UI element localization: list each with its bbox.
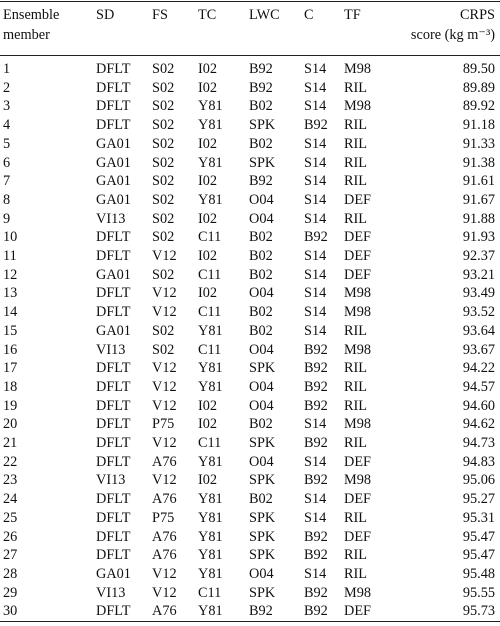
cell-lwc: SPK [249,472,276,489]
cell-sd: DFLT [96,304,131,321]
cell-member: 24 [3,491,18,508]
cell-tf: DEF [344,603,372,620]
cell-sd: DFLT [96,117,131,134]
cell-lwc: B02 [249,491,273,508]
cell-sd: DFLT [96,61,131,77]
cell-lwc: SPK [249,154,276,171]
cell-member: 9 [3,210,11,227]
cell-fs: V12 [152,397,177,414]
cell-tc: Y81 [198,98,223,115]
cell-fs: A76 [152,491,177,508]
cell-member: 30 [3,603,18,620]
cell-member: 15 [3,322,18,339]
cell-crps: 95.48 [462,565,495,582]
cell-member: 18 [3,378,18,395]
header-tc: TC [198,7,217,23]
cell-tf: DEF [344,528,372,545]
header-crps-line2: score (kg m⁻³) [410,27,495,43]
cell-fs: S02 [152,322,175,339]
cell-lwc: B92 [249,61,273,77]
cell-lwc: B02 [249,416,273,433]
cell-member: 1 [3,61,11,77]
cell-crps: 91.93 [462,229,495,246]
cell-crps: 94.57 [462,378,495,395]
cell-member: 28 [3,565,18,582]
cell-member: 12 [3,266,18,283]
cell-sd: DFLT [96,435,131,451]
cell-lwc: O04 [249,397,274,414]
cell-tc: I02 [198,472,218,489]
cell-tf: M98 [344,472,372,489]
cell-lwc: SPK [249,117,276,134]
cell-tf: RIL [344,509,368,526]
cell-fs: S02 [152,173,175,190]
cell-member: 11 [3,248,17,264]
cell-crps: 92.37 [462,248,495,264]
cell-fs: S02 [152,135,175,152]
cell-lwc: O04 [249,341,274,358]
cell-member: 29 [3,584,18,601]
header-lwc: LWC [249,7,280,23]
cell-lwc: O04 [249,565,274,582]
cell-c: B92 [304,603,328,620]
cell-lwc: B02 [249,98,273,115]
cell-crps: 95.73 [462,603,495,620]
cell-member: 6 [3,154,11,171]
cell-fs: P75 [152,416,175,433]
cell-crps: 91.61 [462,173,495,190]
cell-fs: V12 [152,378,177,395]
cell-c: S14 [304,191,327,208]
cell-lwc: O04 [249,453,274,470]
cell-sd: GA01 [96,266,131,283]
cell-sd: DFLT [96,79,131,96]
cell-lwc: O04 [249,285,274,302]
cell-tc: I02 [198,285,218,302]
cell-tc: I02 [198,135,218,152]
cell-fs: V12 [152,435,177,451]
cell-lwc: B02 [249,304,273,321]
cell-c: S14 [304,61,327,77]
cell-fs: V12 [152,584,177,601]
cell-lwc: B02 [249,322,273,339]
cell-sd: DFLT [96,453,131,470]
cell-c: B92 [304,378,328,395]
cell-tf: RIL [344,397,368,414]
cell-tf: M98 [344,304,372,321]
cell-fs: S02 [152,61,175,77]
cell-member: 5 [3,135,11,152]
cell-fs: A76 [152,528,177,545]
cell-tf: RIL [344,79,368,96]
cell-c: S14 [304,79,327,96]
cell-fs: S02 [152,154,175,171]
cell-crps: 91.88 [462,210,495,227]
cell-lwc: B02 [249,229,273,246]
cell-fs: A76 [152,547,177,564]
cell-sd: DFLT [96,378,131,395]
cell-sd: DFLT [96,603,131,620]
cell-crps: 94.73 [462,435,495,451]
cell-tc: Y81 [198,453,223,470]
cell-sd: DFLT [96,547,131,564]
cell-crps: 95.06 [462,472,495,489]
cell-lwc: B02 [249,135,273,152]
cell-fs: P75 [152,509,175,526]
cell-lwc: B92 [249,79,273,96]
cell-member: 10 [3,229,18,246]
cell-crps: 95.55 [462,584,495,601]
cell-tf: RIL [344,547,368,564]
cell-crps: 89.92 [462,98,495,115]
cell-member: 21 [3,435,18,451]
cell-tc: Y81 [198,117,223,134]
cell-tc: I02 [198,61,218,77]
cell-lwc: SPK [249,360,276,377]
cell-tc: Y81 [198,191,223,208]
cell-sd: VI13 [96,341,126,358]
cell-lwc: SPK [249,584,276,601]
cell-sd: GA01 [96,322,131,339]
cell-c: S14 [304,135,327,152]
cell-sd: DFLT [96,491,131,508]
cell-tf: M98 [344,285,372,302]
cell-c: S14 [304,322,327,339]
cell-fs: S02 [152,79,175,96]
cell-tc: Y81 [198,154,223,171]
cell-tf: RIL [344,322,368,339]
cell-fs: V12 [152,285,177,302]
header-sd: SD [96,7,115,23]
cell-c: B92 [304,360,328,377]
cell-lwc: SPK [249,509,276,526]
cell-member: 23 [3,472,18,489]
cell-tf: DEF [344,229,372,246]
table-top-rule [0,1,500,2]
cell-tf: DEF [344,248,372,264]
cell-crps: 91.33 [462,135,495,152]
cell-tf: DEF [344,453,372,470]
cell-fs: S02 [152,98,175,115]
cell-c: B92 [304,117,328,134]
cell-c: B92 [304,528,328,545]
cell-tf: RIL [344,154,368,171]
cell-c: S14 [304,173,327,190]
cell-tc: C11 [198,584,222,601]
cell-sd: VI13 [96,584,126,601]
cell-crps: 91.38 [462,154,495,171]
cell-member: 25 [3,509,18,526]
cell-tc: I02 [198,79,218,96]
cell-lwc: O04 [249,378,274,395]
cell-tf: RIL [344,378,368,395]
cell-fs: V12 [152,360,177,377]
cell-sd: DFLT [96,416,131,433]
cell-c: B92 [304,472,328,489]
cell-c: B92 [304,435,328,451]
cell-crps: 89.89 [462,79,495,96]
cell-c: S14 [304,565,327,582]
cell-c: B92 [304,229,328,246]
cell-c: S14 [304,266,327,283]
cell-sd: DFLT [96,528,131,545]
cell-member: 8 [3,191,11,208]
cell-member: 7 [3,173,11,190]
cell-member: 16 [3,341,18,358]
cell-sd: DFLT [96,509,131,526]
cell-member: 19 [3,397,18,414]
cell-fs: V12 [152,565,177,582]
cell-tc: Y81 [198,360,223,377]
cell-tc: I02 [198,397,218,414]
cell-tf: M98 [344,61,372,77]
cell-tc: Y81 [198,378,223,395]
cell-c: B92 [304,341,328,358]
cell-lwc: SPK [249,435,276,451]
cell-member: 13 [3,285,18,302]
cell-sd: GA01 [96,173,131,190]
cell-crps: 93.52 [462,304,495,321]
cell-tc: Y81 [198,322,223,339]
cell-tf: RIL [344,117,368,134]
table-header-rule [0,55,500,56]
cell-sd: DFLT [96,248,131,264]
cell-tc: Y81 [198,528,223,545]
cell-tc: I02 [198,248,218,264]
cell-fs: S02 [152,210,175,227]
cell-tc: C11 [198,341,222,358]
cell-fs: A76 [152,453,177,470]
cell-sd: DFLT [96,285,131,302]
cell-lwc: B02 [249,266,273,283]
cell-member: 14 [3,304,18,321]
cell-lwc: B92 [249,603,273,620]
cell-crps: 91.18 [462,117,495,134]
cell-fs: V12 [152,248,177,264]
header-member-line1: Ensemble [3,7,60,23]
cell-member: 2 [3,79,11,96]
cell-crps: 93.49 [462,285,495,302]
cell-c: S14 [304,154,327,171]
cell-sd: VI13 [96,472,126,489]
cell-sd: GA01 [96,154,131,171]
cell-lwc: SPK [249,528,276,545]
cell-tf: RIL [344,135,368,152]
cell-crps: 94.83 [462,453,495,470]
cell-tc: C11 [198,266,222,283]
cell-tc: Y81 [198,565,223,582]
cell-tc: Y81 [198,603,223,620]
cell-sd: GA01 [96,135,131,152]
cell-c: S14 [304,248,327,264]
cell-fs: S02 [152,229,175,246]
cell-c: B92 [304,397,328,414]
cell-sd: GA01 [96,565,131,582]
cell-lwc: SPK [249,547,276,564]
cell-tf: RIL [344,173,368,190]
cell-fs: V12 [152,304,177,321]
cell-c: S14 [304,453,327,470]
header-fs: FS [152,7,168,23]
cell-tc: I02 [198,210,218,227]
cell-sd: VI13 [96,210,126,227]
cell-tf: DEF [344,491,372,508]
cell-crps: 91.67 [462,191,495,208]
header-member-line2: member [3,27,50,43]
cell-c: S14 [304,210,327,227]
cell-lwc: O04 [249,210,274,227]
cell-tf: M98 [344,341,372,358]
cell-crps: 95.27 [462,491,495,508]
cell-member: 3 [3,98,11,115]
cell-fs: S02 [152,117,175,134]
cell-sd: DFLT [96,397,131,414]
cell-fs: S02 [152,341,175,358]
cell-tf: DEF [344,266,372,283]
header-crps-line1: CRPS [460,7,495,23]
cell-fs: S02 [152,191,175,208]
cell-sd: DFLT [96,98,131,115]
cell-tf: M98 [344,416,372,433]
table-bottom-rule [0,621,500,622]
cell-member: 4 [3,117,11,134]
cell-c: S14 [304,491,327,508]
cell-tf: RIL [344,565,368,582]
cell-fs: V12 [152,472,177,489]
cell-tc: Y81 [198,491,223,508]
cell-c: B92 [304,584,328,601]
cell-c: S14 [304,416,327,433]
cell-tf: M98 [344,98,372,115]
cell-c: S14 [304,509,327,526]
cell-crps: 94.60 [462,397,495,414]
cell-c: S14 [304,285,327,302]
cell-member: 22 [3,453,18,470]
cell-tf: M98 [344,584,372,601]
cell-lwc: B02 [249,248,273,264]
cell-crps: 94.62 [462,416,495,433]
cell-crps: 95.31 [462,509,495,526]
cell-crps: 93.21 [462,266,495,283]
cell-tc: I02 [198,416,218,433]
cell-crps: 89.50 [462,61,495,77]
cell-tf: RIL [344,435,368,451]
cell-crps: 94.22 [462,360,495,377]
cell-lwc: O04 [249,191,274,208]
cell-crps: 95.47 [462,547,495,564]
cell-sd: DFLT [96,360,131,377]
cell-crps: 95.47 [462,528,495,545]
cell-tc: C11 [198,229,222,246]
cell-sd: GA01 [96,191,131,208]
cell-fs: A76 [152,603,177,620]
cell-tc: Y81 [198,547,223,564]
cell-member: 27 [3,547,18,564]
cell-c: S14 [304,304,327,321]
cell-crps: 93.67 [462,341,495,358]
cell-tf: DEF [344,191,372,208]
cell-tc: I02 [198,173,218,190]
cell-member: 26 [3,528,18,545]
header-ensemble-member [3,5,60,43]
cell-c: B92 [304,547,328,564]
cell-tc: C11 [198,304,222,321]
cell-sd: DFLT [96,229,131,246]
cell-crps: 93.64 [462,322,495,339]
cell-member: 17 [3,360,18,377]
cell-lwc: B92 [249,173,273,190]
header-c: C [304,7,314,23]
header-tf: TF [344,7,361,23]
cell-tc: C11 [198,435,222,451]
header-crps [410,5,495,43]
cell-fs: S02 [152,266,175,283]
cell-tf: RIL [344,360,368,377]
cell-tf: RIL [344,210,368,227]
cell-tc: Y81 [198,509,223,526]
cell-c: S14 [304,98,327,115]
cell-member: 20 [3,416,18,433]
